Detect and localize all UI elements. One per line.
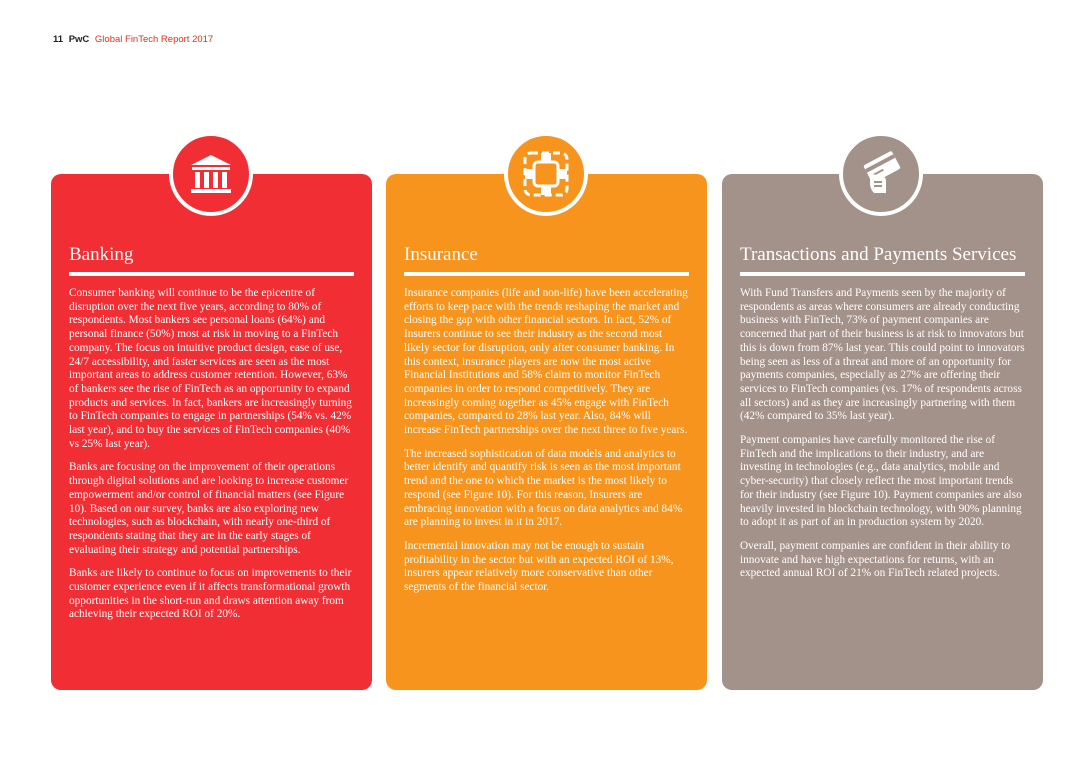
transactions-paragraph-2: Payment companies have carefully monitored the rise of FinTech and the implications to their industry, and are investing in technologies (e.g., data analytics, mobile and cyber-security) that closely reflect the most important trends for their industry (see Figure 10). Payment companies are also heavily invested in blockchain technology, with 90% planning to adopt it as part of an in production system by 2020. — [740, 434, 1022, 529]
insurance-panel — [386, 174, 707, 690]
page-header — [53, 34, 213, 45]
transactions-divider — [740, 272, 1025, 276]
banking-title: Banking — [69, 244, 134, 265]
banking-paragraph-2: Banks are focusing on the improvement of their operations through digital solutions and are looking to increase customer empowerment and/or control of financial matters (see Figure 10). Based on our survey, banks are also exploring new technologies, such as blockchain, with nearly one-third of respondents stating that they are in the early stages of evaluating their strategy and potential partnerships. — [69, 461, 349, 556]
bank-building-icon — [169, 132, 253, 216]
brand-name: PwC — [68, 34, 90, 45]
insurance-paragraph-3: Incremental innovation may not be enough to sustain profitability in the sector but with an expected ROI of 13%, insurers appear relatively more conservative than other segments of the financial sector. — [404, 539, 674, 594]
lifebuoy-icon — [504, 132, 588, 216]
banking-paragraph-3: Banks are likely to continue to focus on improvements to their customer experience even if it affects transformational growth opportunities in the short-run and draws attention away from achieving their expected ROI of 20%. — [69, 567, 352, 621]
hand-card-icon — [839, 132, 923, 216]
insurance-title: Insurance — [404, 244, 478, 265]
insurance-paragraph-2: The increased sophistication of data models and analytics to better identify and quantify risk is seen as the most important trend and the one to which the market is the most likely to respond (see Figure 10). For this reason, Insurers are embracing innovation with a focus on data analytics and 84% are planning to invest in it in 2017. — [404, 447, 683, 529]
banking-divider — [69, 272, 354, 276]
banking-paragraph-1: Consumer banking will continue to be the epicentre of disruption over the next five years, according to 80% of respondents. Most bankers see personal loans (64%) and personal finance (50%) most at risk in moving to a FinTech company. The focus on intuitive product design, ease of use, 24/7 accessibility, and faster services are seen as the most important areas to address customer retention. However, 63% of bankers see the rise of FinTech as an opportunity to expand products and services. In fact, bankers are increasingly turning to FinTech companies to engage in partnerships (54% vs. 42% last year), and to buy the services of FinTech companies (40% vs 25% last year). — [69, 287, 352, 450]
banking-panel — [51, 174, 372, 690]
page-number: 11 — [53, 34, 64, 45]
insurance-paragraph-1: Insurance companies (life and non-life) have been accelerating efforts to keep pace with the trends reshaping the market and closing the gap with other financial sectors. In fact, 52% of Insurers continue to see their industry as the second most likely sector for disruption, only after consumer banking. In this context, insurance players are now the most active Financial Institutions and 58% claim to monitor FinTech companies in order to respond competitively. They are increasingly coming together as 45% engage with FinTech companies, compared to 28% last year. Also, 84% will increase FinTech partnerships over the next three to five years. — [404, 287, 688, 437]
transactions-panel — [722, 174, 1043, 690]
report-title: Global FinTech Report 2017 — [94, 34, 214, 45]
transactions-paragraph-3: Overall, payment companies are confident in their ability to innovate and have high expectations for returns, with an expected annual ROI of 21% on FinTech related projects. — [740, 539, 1011, 580]
transactions-title: Transactions and Payments Services — [740, 244, 1017, 265]
transactions-paragraph-1: With Fund Transfers and Payments seen by the majority of respondents as areas where consumers are already conducting business with FinTech, 73% of payment companies are concerned that part of their business is at risk to innovators but this is down from 87% last year. This could point to innovators being seen as less of a threat and more of an opportunity for payments companies, especially as 27% are offering their services to FinTech companies (vs. 17% of respondents across all sectors) and as they are increasingly partnering with them (42% compared to 35% last year). — [740, 287, 1025, 423]
insurance-divider — [404, 272, 689, 276]
